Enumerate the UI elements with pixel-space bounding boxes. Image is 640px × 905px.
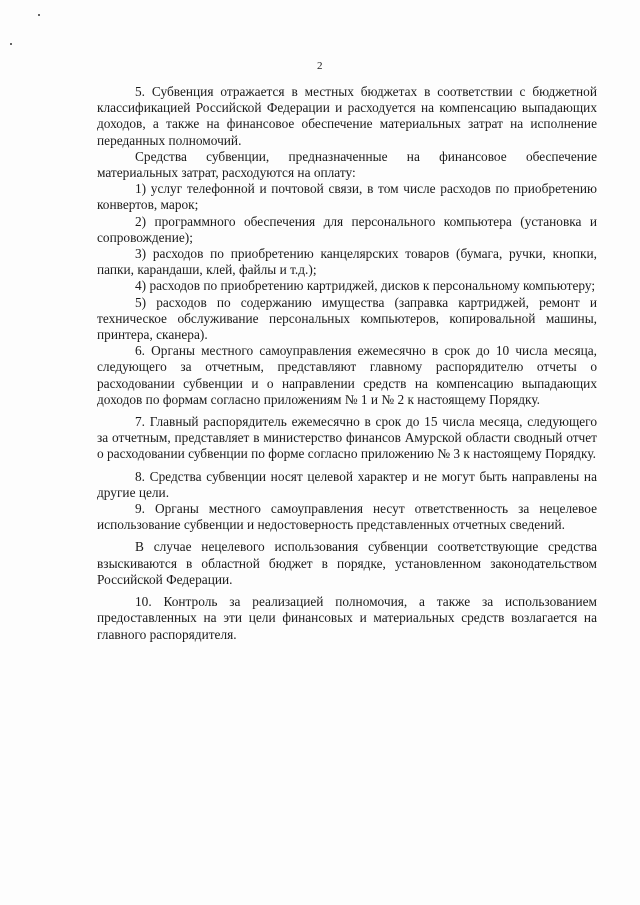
page-number: 2 [317, 60, 323, 72]
list-item-4: 4) расходов по приобретению картриджей, дисков к персональному компьютеру; [135, 278, 596, 294]
scan-speck [10, 43, 12, 45]
list-item-1: 1) услуг телефонной и почтовой связи, в том числе расходов по приобретению конвертов, марок; [97, 181, 597, 213]
paragraph-misuse: В случае нецелевого использования субвенции соответствующие средства взыскиваются в областной бюджет в порядке, установленном законодательством Российской Федерации. [97, 539, 597, 587]
list-item-2: 2) программного обеспечения для персонального компьютера (установка и сопровождение); [97, 213, 597, 245]
paragraph-9: 9. Органы местного самоуправления несут ответственность за нецелевое использование субвенции и недостоверность представленных отчетных сведений. [97, 501, 597, 533]
paragraph-10: 10. Контроль за реализацией полномочия, а также за использованием предоставленных на эти цели финансовых и материальных средств возлагается на главного распорядителя. [97, 594, 597, 642]
paragraph-8: 8. Средства субвенции носят целевой характер и не могут быть направлены на другие цели. [97, 468, 597, 500]
paragraph-7: 7. Главный распорядитель ежемесячно в срок до 15 числа месяца, следующего за отчетным, представляет в министерство финансов Амурской области сводный отчет о расходовании субвенции по форме согласно приложению № 3 к настоящему Порядку. [97, 414, 597, 462]
paragraph-5: 5. Субвенция отражается в местных бюджетах в соответствии с бюджетной классификацией Российской Федерации и расходуется на компенсацию выпадающих доходов, а также на финансовое обеспечение материальных затрат на исполнение переданных полномочий. [97, 84, 597, 148]
paragraph-material-costs: Средства субвенции, предназначенные на финансовое обеспечение материальных затрат, расходуются на оплату: [97, 148, 597, 181]
paragraph-6: 6. Органы местного самоуправления ежемесячно в срок до 10 числа месяца, следующего за отчетным, представляют главному распорядителю отчеты о расходовании субвенции и о направлении средств на компенсацию выпадающих доходов по формам согласно приложениям № 1 и № 2 к настоящему Порядку. [97, 343, 597, 407]
scan-speck [38, 14, 40, 16]
document-body [97, 84, 597, 643]
list-item-3: 3) расходов по приобретению канцелярских товаров (бумага, ручки, кнопки, папки, карандаши, клей, файлы и т.д.); [97, 246, 597, 278]
list-item-5: 5) расходов по содержанию имущества (заправка картриджей, ремонт и техническое обслуживание персональных компьютеров, копировальной машины, принтера, сканера). [97, 294, 597, 343]
